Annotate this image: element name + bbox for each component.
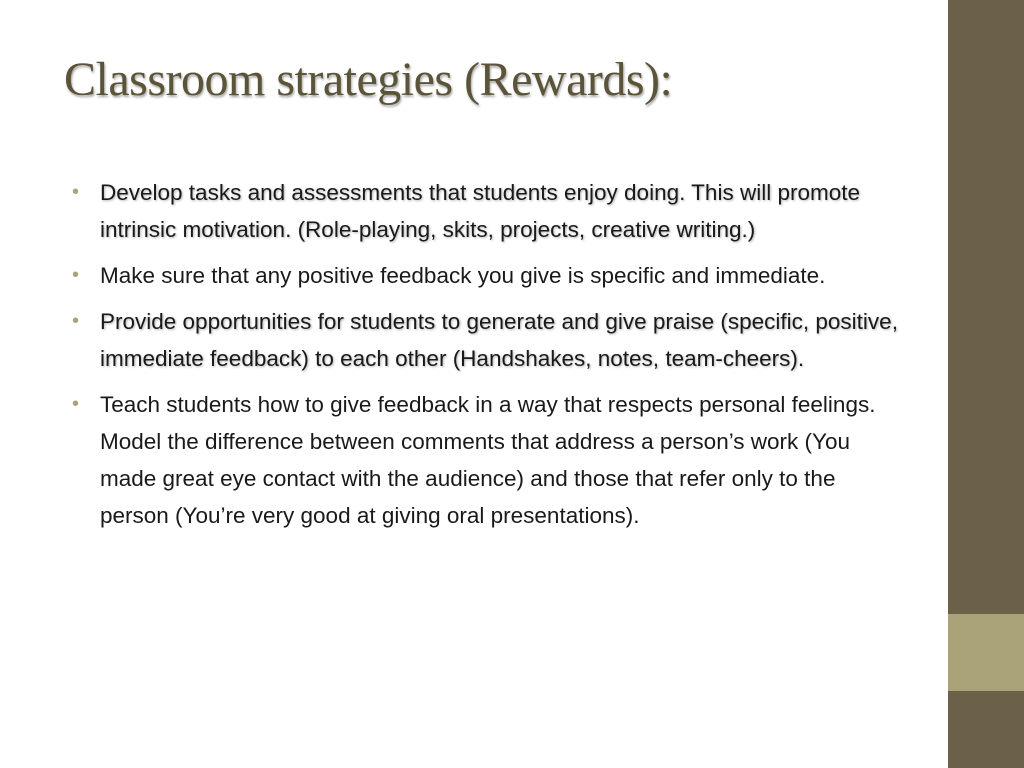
bullet-icon: • [72, 264, 80, 286]
bullet-icon: • [72, 181, 80, 203]
decorative-sidebar-accent [948, 614, 1024, 691]
bullet-text: Make sure that any positive feedback you give is specific and immediate. [100, 263, 826, 288]
bullet-icon: • [72, 393, 80, 415]
bullet-text: Develop tasks and assessments that students enjoy doing. This will promote intrinsic motivation. (Role-playing, skits, projects, creative writing.) [100, 180, 860, 242]
bullet-text: Provide opportunities for students to generate and give praise (specific, positive, immediate feedback) to each other (Handshakes, notes, team-cheers). [100, 309, 898, 371]
bullet-item-2 [72, 257, 902, 294]
bullet-item-1 [72, 174, 902, 248]
bullet-item-4 [72, 386, 902, 534]
slide-title: Classroom strategies (Rewards): [64, 53, 673, 106]
bullet-item-3 [72, 303, 902, 377]
bullet-list [72, 174, 902, 543]
bullet-text: Teach students how to give feedback in a way that respects personal feelings. Model the difference between comments that address a person’s work (You made great eye contact with the audience) and those that refer only to the person (You’re very good at giving oral presentations). [100, 392, 876, 528]
bullet-icon: • [72, 310, 80, 332]
